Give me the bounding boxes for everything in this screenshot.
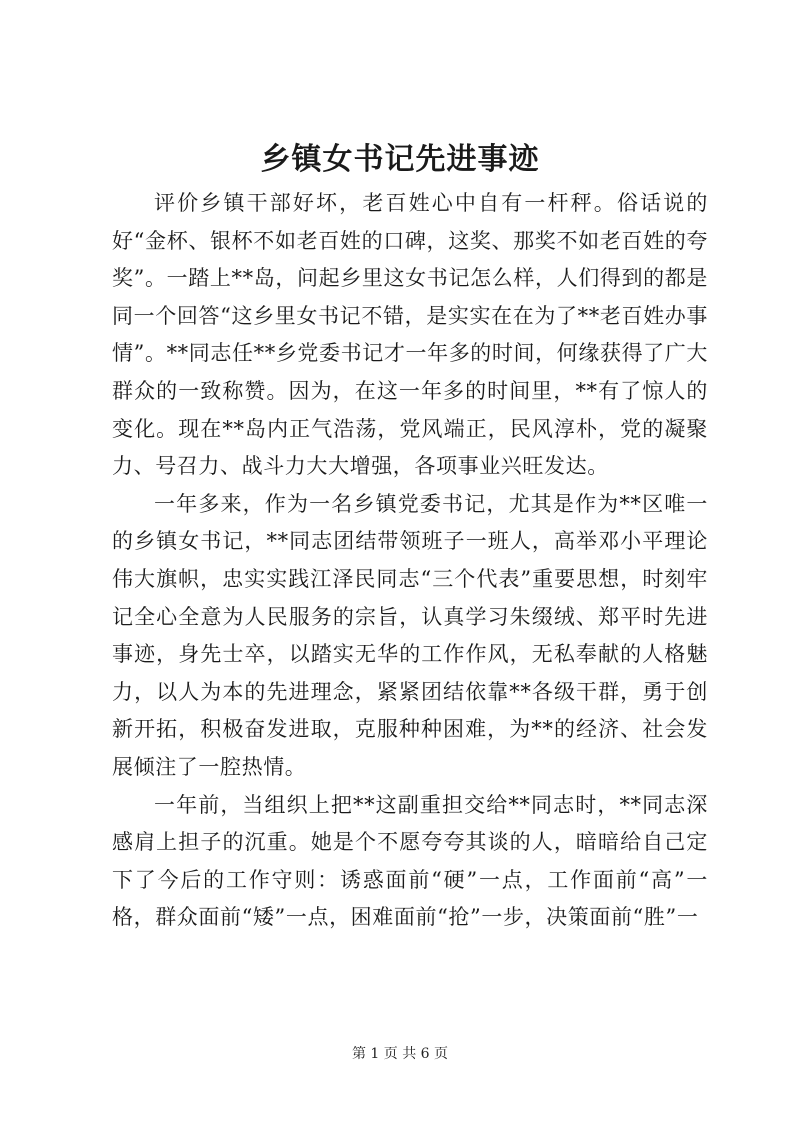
paragraph-2: 一年多来，作为一名乡镇党委书记，尤其是作为**区唯一的乡镇女书记，**同志团结带领班子一班人，高举邓小平理论伟大旗帜，忠实实践江泽民同志“三个代表”重要思想，时刻牢记全心全意为人民服务的宗旨，认真学习朱缀绒、郑平时先进事迹，身先士卒，以踏实无华的工作作风，无私奉献的人格魅力，以人为本的先进理念，紧紧团结依靠**各级干群，勇于创新开拓，积极奋发进取，克服种种困难，为**的经济、社会发展倾注了一腔热情。 [112, 491, 708, 779]
document-title: 乡镇女书记先进事迹 [260, 142, 540, 177]
page-footer: 第 1 页 共 6 页 [351, 1046, 449, 1062]
paragraph-3: 一年前，当组织上把**这副重担交给**同志时，**同志深感肩上担子的沉重。她是个不愿夸夸其谈的人，暗暗给自己定下了今后的工作守则：诱惑面前“硬”一点，工作面前“高”一格，群众面前“矮”一点，困难面前“抢”一步，决策面前“胜”一 [112, 792, 708, 930]
document-body [112, 185, 708, 937]
paragraph-1: 评价乡镇干部好坏，老百姓心中自有一杆秤。俗话说的好“金杯、银杯不如老百姓的口碑，这奖、那奖不如老百姓的夸奖”。一踏上**岛，问起乡里这女书记怎么样，人们得到的都是同一个回答“这乡里女书记不错，是实实在在为了**老百姓办事情”。**同志任**乡党委书记才一年多的时间，何缘获得了广大群众的一致称赞。因为，在这一年多的时间里，**有了惊人的变化。现在**岛内正气浩荡，党风端正，民风淳朴，党的凝聚力、号召力、战斗力大大增强，各项事业兴旺发达。 [112, 191, 708, 479]
